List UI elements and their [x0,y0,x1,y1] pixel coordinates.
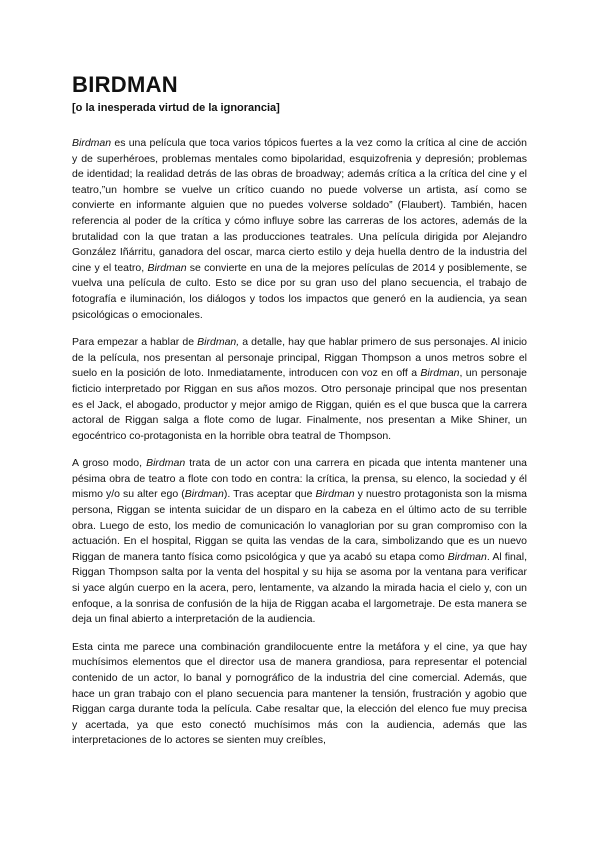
text-run: Para empezar a hablar de [72,336,198,349]
italic-run: Birdman [447,550,487,563]
document-title: BIRDMAN [72,72,178,97]
italic-run: Birdman, [197,336,240,349]
text-run: ). Tras aceptar que [223,488,316,501]
document-subtitle: [o la inesperada virtud de la ignorancia] [72,102,280,114]
text-run: trata de un actor con una carrera en picada que intenta mantener una pésima obra de teatro a flote con todo en contra: la crítica, la prensa, su elenco, la sociedad y él mismo y/o su alter ego ( [72,457,528,501]
text-run: y nuestro protagonista son la misma persona, Riggan se intenta suicidar de un disparo en la cabeza en el último acto de su terrible obra. Luego de esto, los medio de comunicación lo vanaglorian por su gran compromiso con la actuación. En el hospital, Riggan se quita las vendas de la cara, simbolizando que es un nuevo Riggan de manera tanto física como psicológica y que ya acabó su etapa como [72,488,527,563]
text-run: a detalle, hay que hablar primero de sus personajes. Al inicio de la película, nos presentan al personaje principal, Riggan Thompson a unos metros sobre el suelo en la posición de loto. Inmediatamente, introducen con voz en off a [72,336,527,380]
italic-run: Birdman [420,367,460,380]
italic-run: Birdman [184,488,224,501]
paragraph-3 [72,456,527,628]
italic-run: Birdman [147,261,187,274]
document-body [72,136,527,761]
text-run: Esta cinta me parece una combinación grandilocuente entre la metáfora y el cine, ya que hay muchísimos elementos que el director usa de manera grandiosa, para representar el potencial contenido de un actor, lo banal y pornográfico de la industria del cine comercial. Además, que hace un gran trabajo con el plano secuencia para mantener la tensión, frustración y agobio que Riggan carga durante toda la película. Cabe resaltar que, la elección del elenco fue muy precisa y acertada, ya que esto conectó muchísimos más con la audiencia, además que las interpretaciones de lo actores se sienten muy creíbles, [72,640,527,747]
text-run: . Al final, Riggan Thompson salta por la venta del hospital y su hija se asoma por la ventana para verificar si yace algún cuerpo en la acera, pero, lentamente, va alzando la mirada hacia el cielo y, con un enfoque, a la sonrisa de confusión de la hija de Riggan acaba el largometraje. De esta manera se deja un final abierto a interpretación de la audiencia. [72,550,527,626]
text-run: es una película que toca varios tópicos fuertes a la vez como la crítica al cine de acción y de superhéroes, problemas mentales como bipolaridad, esquizofrenia y depresión; problemas de identidad; la realidad detrás de las obras de broadway; además crítica a la crítica del cine y el teatro,”un hombre se vuelve un crítico cuando no puede volverse un artista, así como se convierte en informante alguien que no puedes volverse soldado” (Flaubert). También, hacen referencia al poder de la crítica y cómo influye sobre las carreras de los actores, además de la brutalidad con la que tratan a las producciones teatrales. Una película dirigida por Alejandro González Iñárritu, ganadora del oscar, marca cierto estilo y deja huella dentro de la industria del cine y el teatro, [72,137,527,274]
text-run: A groso modo, [72,457,147,470]
paragraph-1 [72,136,527,323]
text-run: , un personaje ficticio interpretado por Riggan en sus años mozos. Otro personaje principal que nos presentan es el Jack, el abogado, productor y mejor amigo de Riggan, quién es el que busca que la carrera actoral de Riggan salga a flote como de lugar. Finalmente, nos presentan a Mike Shiner, un egocéntrico co-protagonista en la horrible obra teatral de Thompson. [72,367,527,442]
text-run: se convierte en una de la mejores películas de 2014 y posiblemente, se vuelva una película de culto. Esto se dice por su gran uso del plano secuencia, el trabajo de fotografía e iluminación, los diálogos y todos los impactos que generó en la audiencia, ya sean psicológicas o emocionales. [72,261,527,321]
paragraph-2 [72,335,527,444]
italic-run: Birdman [146,457,186,470]
italic-run: Birdman [72,137,112,149]
paragraph-4 [72,640,527,749]
italic-run: Birdman [315,488,355,501]
